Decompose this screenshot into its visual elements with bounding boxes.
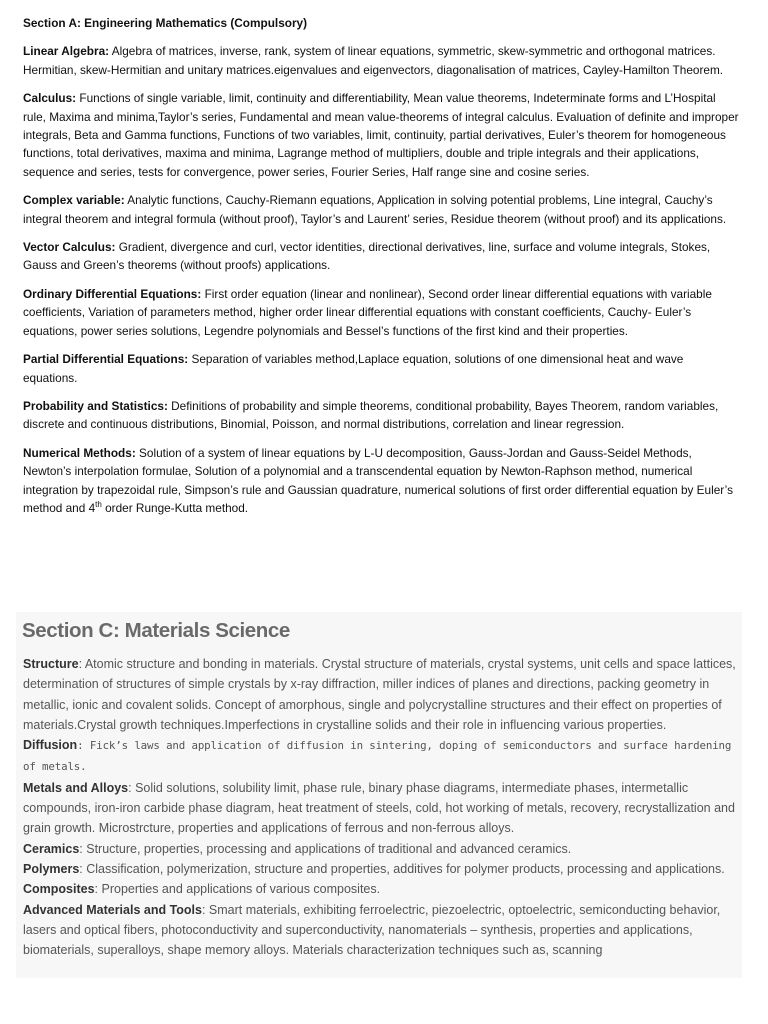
topic-text: Functions of single variable, limit, continuity and differentiability, Mean value theorems, Indeterminate forms and L’Hospital rule, Maxima and minima,Taylor’s series, Fundamental and mean value-theorems of integral calculus. Evaluation of definite and improper integrals, Beta and Gamma functions, Functions of two variables, limit, continuity, partial derivatives, Euler’s theorem for homogeneous functions, total derivatives, maxima and minima, Lagrange method of multipliers, double and triple integrals and their applications, sequence and series, tests for convergence, power series, Fourier Series, Half range sine and cosine series. xyxy=(23,91,739,179)
topic-structure xyxy=(23,654,739,735)
topic-title: Probability and Statistics: xyxy=(23,398,168,413)
topic-ceramics xyxy=(23,839,739,859)
topic-title: Composites xyxy=(23,882,95,897)
topic-ordinary-differential-equations xyxy=(23,285,741,340)
topic-text: First order equation (linear and nonlinear), Second order linear differential equations with variable coefficients, Variation of parameters method, higher order linear differential equations with constant coefficients, Cauchy- Euler’s equations, power series solutions, Legendre polynomials and Bessel’s functions of the first kind and their properties. xyxy=(23,286,712,338)
topic-title: Structure xyxy=(23,657,79,671)
topic-polymers xyxy=(23,859,739,879)
topic-text: Solution of a system of linear equations by L-U decomposition, Gauss-Jordan and Gauss-Seidel Methods, Newton’s interpolation formulae, Solution of a polynomial and a transcendental equation by Newton-Raphson method, numerical integration by trapezoidal rule, Simpson’s rule and Gaussian quadrature, numerical solutions of first order differential equation by Euler’s method and 4 xyxy=(23,445,733,515)
topic-metals-alloys xyxy=(23,778,739,839)
topic-title: Ordinary Differential Equations: xyxy=(23,286,202,301)
section-c-body xyxy=(23,654,739,960)
topic-composites xyxy=(23,879,739,899)
topic-partial-differential-equations xyxy=(23,350,741,387)
topic-numerical-methods xyxy=(23,444,741,518)
topic-text: Analytic functions, Cauchy-Riemann equations, Application in solving potential problems, Line integral, Cauchy’s integral theorem and integral formula (without proof), Taylor’s and Laurent’ series, Residue theorem (without proof) and its applications. xyxy=(23,193,727,226)
section-a xyxy=(23,14,741,527)
topic-title: Metals and Alloys xyxy=(23,780,129,795)
section-c xyxy=(16,612,742,978)
topic-title: Partial Differential Equations: xyxy=(23,352,189,367)
topic-text: : Atomic structure and bonding in materials. Crystal structure of materials, crystal systems, unit cells and space lattices, determination of structures of simple crystals by x-ray diffraction, miller indices of planes and directions, packing geometry in metallic, ionic and covalent solids. Concept of amorphous, single and polycrystalline structures and their effect on properties of materials.Crystal growth techniques.Imperfections in crystalline solids and their role in influencing various properties. xyxy=(23,657,736,732)
section-c-heading: Section C: Materials Science xyxy=(22,619,290,642)
topic-title: Complex variable: xyxy=(23,193,125,208)
topic-text: : Properties and applications of various composites. xyxy=(94,882,381,897)
topic-probability-statistics xyxy=(23,397,741,434)
topic-text: Gradient, divergence and curl, vector identities, directional derivatives, line, surface and volume integrals, Stokes, Gauss and Green’s theorems (without proofs) applications. xyxy=(23,240,711,273)
topic-text: : Smart materials, exhibiting ferroelectric, piezoelectric, optoelectric, semiconducting behavior, lasers and optical fibers, photoconductivity and superconductivity, nanomaterials – synthesis, properties and applications, biomaterials, superalloys, shape memory alloys. Materials characterization techniques such as, scanning xyxy=(23,902,721,958)
topic-linear-algebra xyxy=(23,42,741,79)
ordinal-superscript: th xyxy=(95,500,102,510)
topic-text: Definitions of probability and simple theorems, conditional probability, Bayes Theorem, random variables, discrete and continuous distributions, Binomial, Poisson, and normal distributions, correlation and linear regression. xyxy=(23,398,719,432)
topic-title: Polymers xyxy=(23,861,80,876)
topic-title: Ceramics xyxy=(23,841,80,856)
topic-text: : Structure, properties, processing and applications of traditional and advanced ceramics. xyxy=(79,841,572,856)
topic-title: Calculus: xyxy=(23,91,77,106)
topic-title: Linear Algebra: xyxy=(23,44,110,59)
topic-text: : Fick’s laws and application of diffusion in sintering, doping of semiconductors and surface hardening of metals. xyxy=(23,739,732,774)
topic-diffusion xyxy=(23,735,739,778)
topic-text: : Solid solutions, solubility limit, phase rule, binary phase diagrams, intermediate phases, intermetallic compounds, iron-iron carbide phase diagram, heat treatment of steels, cold, hot working of metals, recovery, recrystallization and grain growth. Microstrcture, properties and applications of ferrous and non-ferrous alloys. xyxy=(23,780,735,836)
section-a-heading: Section A: Engineering Mathematics (Compulsory) xyxy=(23,16,308,30)
topic-text: Separation of variables method,Laplace equation, solutions of one dimensional heat and wave equations. xyxy=(23,352,684,385)
topic-text-end: order Runge-Kutta method. xyxy=(101,500,249,515)
topic-text: : Classification, polymerization, structure and properties, additives for polymer products, processing and applications. xyxy=(79,861,725,876)
topic-calculus xyxy=(23,89,741,181)
topic-title: Diffusion xyxy=(23,738,78,753)
topic-title: Vector Calculus: xyxy=(23,240,116,255)
topic-text: Algebra of matrices, inverse, rank, system of linear equations, symmetric, skew-symmetric and orthogonal matrices. Hermitian, skew-Hermitian and unitary matrices.eigenvalues and eigenvectors, diagonalisation of matrices, Cayley-Hamilton Theorem. xyxy=(23,44,724,77)
topic-vector-calculus xyxy=(23,238,741,275)
topic-advanced-materials xyxy=(23,900,739,961)
topic-complex-variable xyxy=(23,191,741,228)
topic-title: Numerical Methods: xyxy=(23,445,136,460)
topic-title: Advanced Materials and Tools xyxy=(23,902,202,917)
